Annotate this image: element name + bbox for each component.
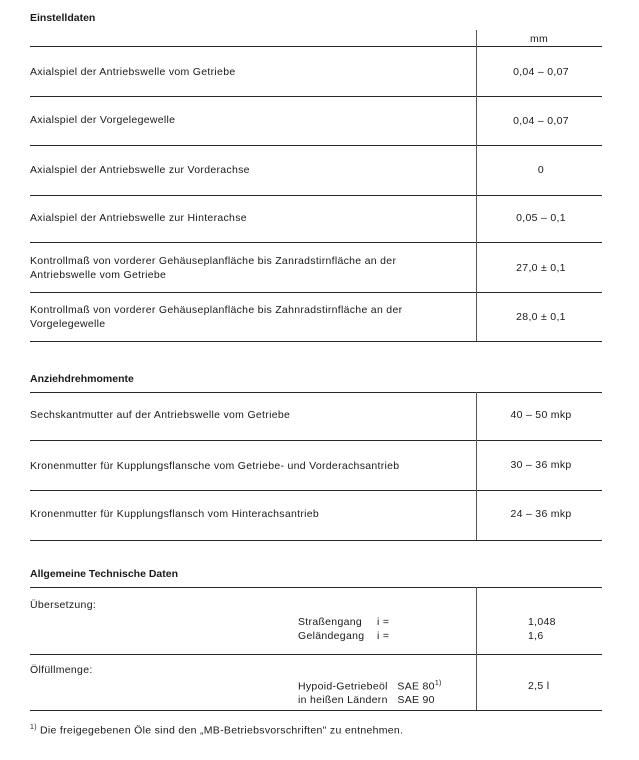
setting-label: Axialspiel der Antriebswelle vom Getriebe bbox=[30, 66, 236, 78]
divider bbox=[30, 341, 602, 342]
setting-label-line2: Antriebswelle vom Getriebe bbox=[30, 269, 167, 281]
oil-type-sae: SAE 90 bbox=[397, 694, 435, 706]
oil-type-line1 bbox=[298, 680, 442, 693]
setting-label-line2: Vorgelegewelle bbox=[30, 318, 106, 330]
torque-value: 40 – 50 mkp bbox=[510, 409, 572, 421]
divider bbox=[30, 145, 602, 146]
torque-value: 24 – 36 mkp bbox=[510, 508, 572, 520]
column-divider bbox=[476, 587, 477, 710]
oil-type-line2 bbox=[298, 694, 435, 706]
divider bbox=[30, 654, 602, 655]
column-divider bbox=[476, 30, 477, 341]
torque-label: Kronenmutter für Kupplungsflansch vom Hinterachsantrieb bbox=[30, 508, 320, 520]
oil-type-sae: SAE 80 bbox=[397, 680, 435, 693]
uebersetzung-label: Übersetzung: bbox=[30, 599, 97, 611]
oelfuellmenge-label: Ölfüllmenge: bbox=[30, 664, 93, 676]
divider bbox=[30, 587, 602, 588]
section-title-einstelldaten: Einstelldaten bbox=[30, 12, 96, 24]
torque-label: Sechskantmutter auf der Antriebswelle vom Getriebe bbox=[30, 409, 291, 421]
footnote-marker: 1) bbox=[30, 724, 37, 731]
oil-quantity-value: 2,5 l bbox=[528, 680, 550, 692]
setting-value: 27,0 ± 0,1 bbox=[516, 262, 566, 274]
torque-label: Kronenmutter für Kupplungsflansche vom Getriebe- und Vorderachsantrieb bbox=[30, 460, 400, 472]
section-title-anziehdrehmomente: Anziehdrehmomente bbox=[30, 373, 134, 385]
gelaendegang-label: Geländegang bbox=[298, 630, 365, 642]
footnote-ref: 1) bbox=[434, 680, 442, 687]
setting-value: 0,04 – 0,07 bbox=[513, 115, 569, 127]
divider bbox=[30, 392, 602, 393]
divider bbox=[30, 96, 602, 97]
divider bbox=[30, 195, 602, 196]
setting-label: Axialspiel der Antriebswelle zur Hinterachse bbox=[30, 212, 247, 224]
divider bbox=[30, 292, 602, 293]
oil-type-name: Hypoid-Getriebeöl bbox=[298, 680, 388, 693]
torque-value: 30 – 36 mkp bbox=[510, 459, 572, 471]
divider bbox=[30, 540, 602, 541]
divider bbox=[30, 440, 602, 441]
divider bbox=[30, 490, 602, 491]
divider bbox=[30, 242, 602, 243]
gelaendegang-value: 1,6 bbox=[528, 630, 544, 642]
strassengang-label: Straßengang bbox=[298, 616, 363, 628]
strassengang-i-eq: i = bbox=[377, 616, 390, 628]
setting-label: Axialspiel der Vorgelegewelle bbox=[30, 114, 176, 126]
column-divider bbox=[476, 392, 477, 540]
divider bbox=[30, 710, 602, 711]
setting-value: 0,05 – 0,1 bbox=[516, 212, 566, 224]
unit-label: mm bbox=[530, 33, 549, 45]
setting-value: 0,04 – 0,07 bbox=[513, 66, 569, 78]
gelaendegang-i-eq: i = bbox=[377, 630, 390, 642]
setting-label: Axialspiel der Antriebswelle zur Vorderachse bbox=[30, 164, 250, 176]
section-title-allgemeine: Allgemeine Technische Daten bbox=[30, 568, 179, 580]
strassengang-value: 1,048 bbox=[528, 616, 556, 628]
setting-label-line1: Kontrollmaß von vorderer Gehäuseplanfläche bis Zahnradstirnfläche an der bbox=[30, 304, 403, 316]
divider bbox=[30, 46, 602, 47]
setting-label-line1: Kontrollmaß von vorderer Gehäuseplanfläche bis Zanradstirnfläche an der bbox=[30, 255, 397, 267]
oil-type-condition: in heißen Ländern bbox=[298, 694, 388, 706]
footnote-text: Die freigegebenen Öle sind den „MB-Betriebsvorschriften" zu entnehmen. bbox=[40, 724, 404, 737]
setting-value: 28,0 ± 0,1 bbox=[516, 311, 566, 323]
footnote bbox=[30, 724, 403, 737]
setting-value: 0 bbox=[537, 164, 545, 176]
